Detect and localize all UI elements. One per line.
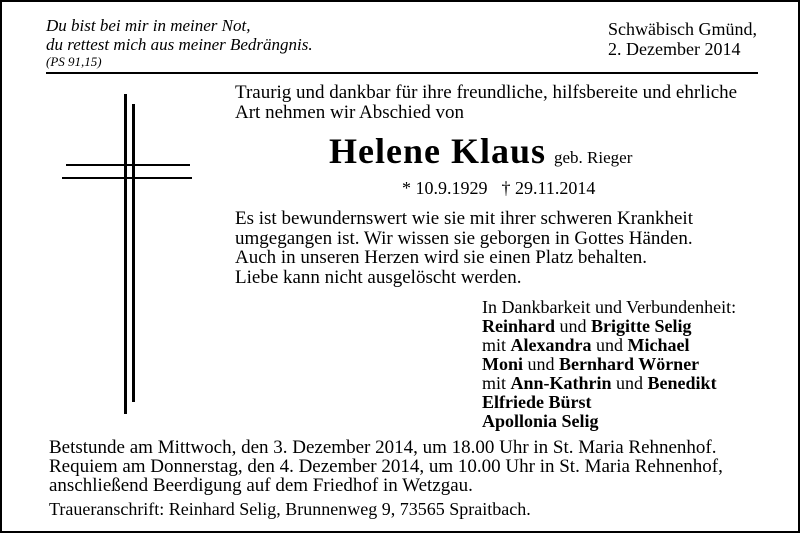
- conjunction: mit: [482, 335, 507, 355]
- service-line: Requiem am Donnerstag, den 4. Dezember 2014, um 10.00 Uhr in St. Maria Rehnenhof,: [49, 456, 723, 477]
- bible-verse: [46, 16, 313, 70]
- verse-line-2: du rettest mich aus meiner Bedrängnis.: [46, 35, 313, 54]
- place-and-date: [608, 19, 757, 59]
- family-signatures: [482, 298, 736, 431]
- notice-date: 2. Dezember 2014: [608, 39, 741, 59]
- family-member: Moni: [482, 354, 524, 374]
- family-member: Ann-Kathrin: [510, 373, 612, 393]
- cross-icon: [62, 94, 192, 414]
- family-member: Brigitte Selig: [591, 316, 692, 336]
- intro-line-1: Traurig und dankbar für ihre freundliche, hilfsbereite und ehrliche: [235, 82, 738, 103]
- conjunction: und: [559, 316, 587, 336]
- family-member: Michael: [627, 335, 690, 355]
- family-row: [482, 336, 736, 355]
- family-row: [482, 393, 736, 412]
- family-member: Bernhard Wörner: [559, 354, 700, 374]
- conjunction: mit: [482, 373, 507, 393]
- deceased-name-block: [329, 131, 632, 178]
- verse-line-1: Du bist bei mir in meiner Not,: [46, 16, 251, 35]
- service-line: Betstunde am Mittwoch, den 3. Dezember 2014, um 18.00 Uhr in St. Maria Rehnenhof.: [49, 437, 717, 458]
- mourning-address: Traueranschrift: Reinhard Selig, Brunnenweg 9, 73565 Spraitbach.: [49, 499, 531, 519]
- intro-text: [235, 83, 737, 123]
- deceased-name: Helene Klaus: [329, 131, 546, 171]
- tribute-text: [235, 209, 693, 287]
- service-line: anschließend Beerdigung auf dem Friedhof in Wetzgau.: [49, 475, 473, 496]
- tribute-line: Es ist bewundernswert wie sie mit ihrer schweren Krankheit: [235, 208, 693, 229]
- tribute-line: Auch in unseren Herzen wird sie einen Platz behalten.: [235, 247, 648, 268]
- family-member: Apollonia Selig: [482, 411, 599, 431]
- family-member: Reinhard: [482, 316, 556, 336]
- tribute-line: Liebe kann nicht ausgelöscht werden.: [235, 266, 522, 288]
- family-row: [482, 374, 736, 393]
- family-row: [482, 355, 736, 374]
- family-row: [482, 412, 736, 431]
- life-dates: [402, 178, 595, 198]
- maiden-name: geb. Rieger: [554, 148, 633, 167]
- death-date: † 29.11.2014: [501, 178, 596, 198]
- intro-line-2: Art nehmen wir Abschied von: [235, 102, 465, 123]
- conjunction: und: [616, 373, 644, 393]
- family-member: Elfriede Bürst: [482, 392, 592, 412]
- family-member: Alexandra: [510, 335, 592, 355]
- birth-date: * 10.9.1929: [402, 178, 488, 198]
- divider-rule: [46, 72, 758, 74]
- place: Schwäbisch Gmünd,: [608, 19, 757, 39]
- verse-reference: (PS 91,15): [46, 54, 102, 69]
- service-info: [49, 438, 723, 495]
- conjunction: und: [596, 335, 624, 355]
- family-row: [482, 317, 736, 336]
- tribute-line: umgegangen ist. Wir wissen sie geborgen in Gottes Händen.: [235, 227, 693, 249]
- conjunction: und: [527, 354, 555, 374]
- family-heading: In Dankbarkeit und Verbundenheit:: [482, 297, 737, 317]
- family-member: Benedikt: [647, 373, 717, 393]
